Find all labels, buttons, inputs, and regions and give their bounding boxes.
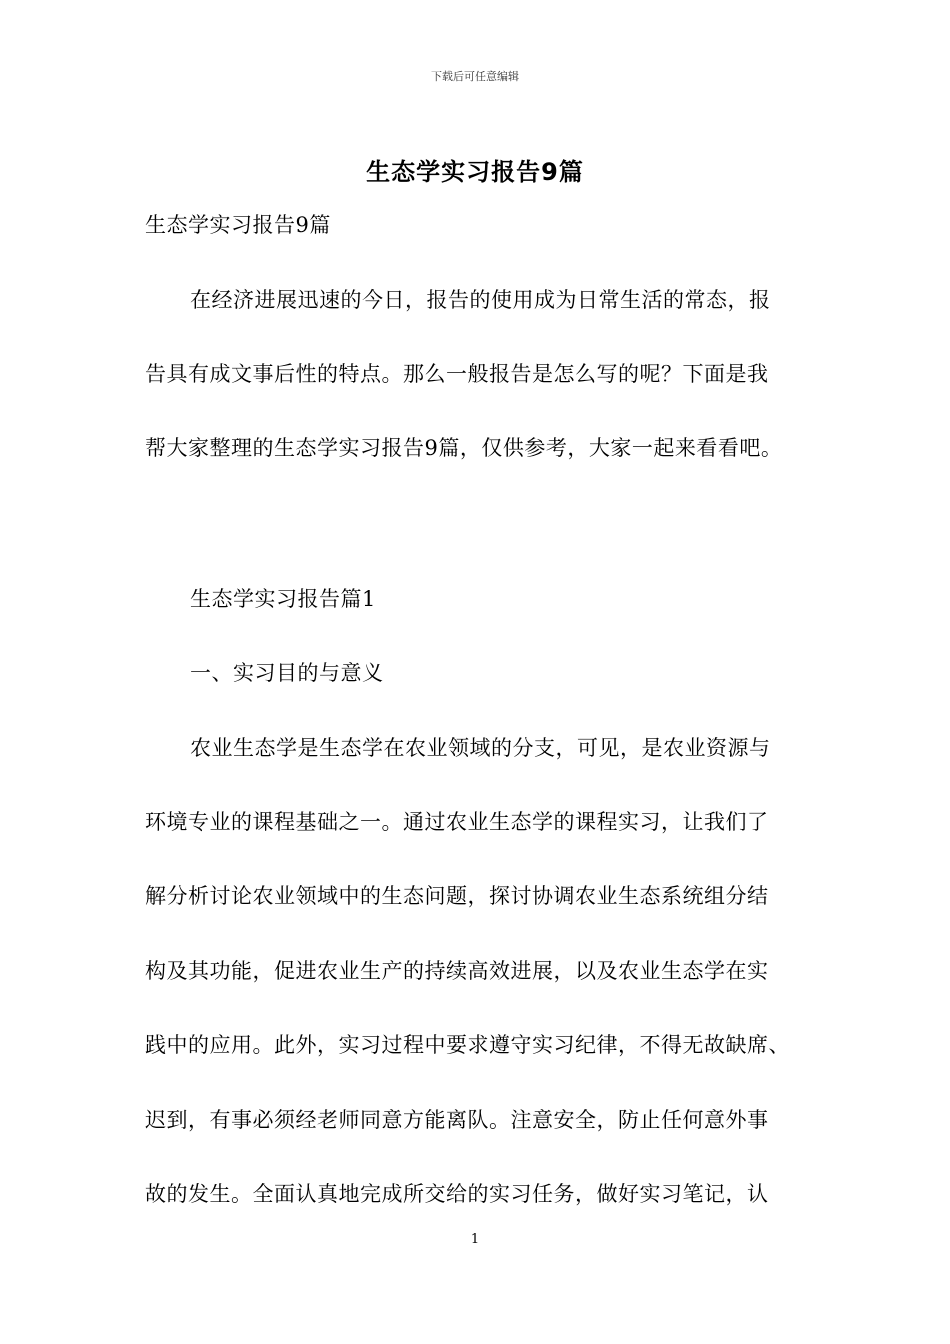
subtitle-line: 生态学实习报告9篇 — [145, 213, 331, 237]
section-heading: 生态学实习报告篇1 — [190, 587, 376, 611]
page-number: 1 — [470, 1232, 480, 1247]
body-paragraph-line: 构及其功能，促进农业生产的持续高效进展，以及农业生态学在实 — [145, 959, 769, 983]
intro-paragraph-line: 帮大家整理的生态学实习报告9篇，仅供参考，大家一起来看看吧。 — [145, 436, 783, 460]
body-paragraph-line: 践中的应用。此外，实习过程中要求遵守实习纪律，不得无故缺席、 — [145, 1033, 790, 1057]
body-paragraph-line: 环境专业的课程基础之一。通过农业生态学的课程实习，让我们了 — [145, 810, 769, 834]
intro-paragraph-line: 告具有成文事后性的特点。那么一般报告是怎么写的呢？下面是我 — [145, 362, 769, 386]
document-title: 生态学实习报告9篇 — [366, 158, 584, 186]
body-paragraph-line: 解分析讨论农业领域中的生态问题，探讨协调农业生态系统组分结 — [145, 884, 769, 908]
header-note: 下载后可任意编辑 — [431, 70, 519, 83]
body-paragraph-line: 故的发生。全面认真地完成所交给的实习任务，做好实习笔记，认 — [145, 1182, 769, 1206]
subsection-heading: 一、实习目的与意义 — [190, 661, 384, 685]
body-paragraph-line: 迟到，有事必须经老师同意方能离队。注意安全，防止任何意外事 — [145, 1108, 769, 1132]
body-paragraph-line: 农业生态学是生态学在农业领域的分支，可见，是农业资源与 — [190, 736, 771, 760]
intro-paragraph-line: 在经济进展迅速的今日，报告的使用成为日常生活的常态，报 — [190, 288, 771, 312]
